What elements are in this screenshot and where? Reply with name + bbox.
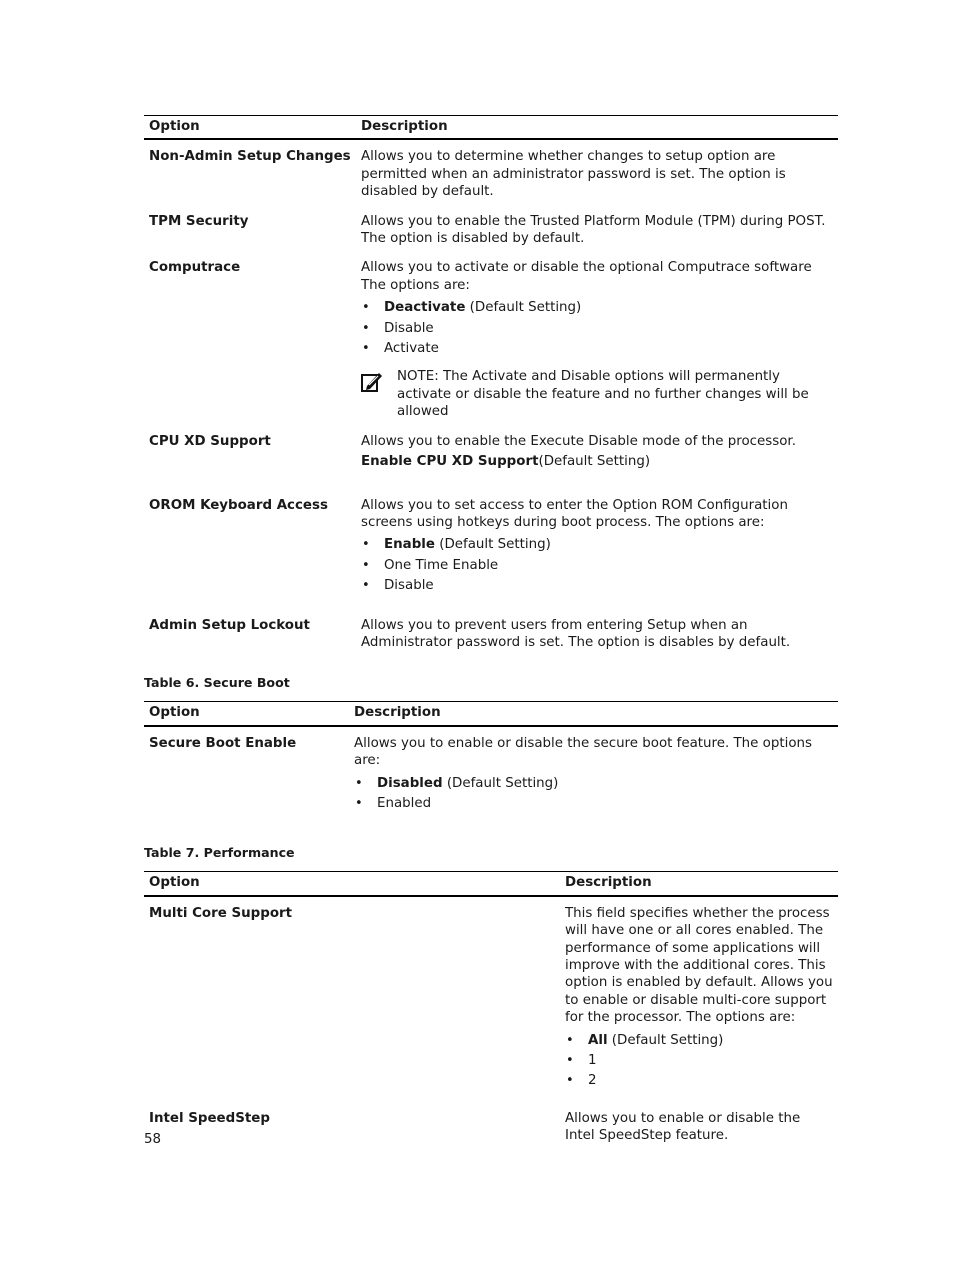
table-row xyxy=(144,205,838,252)
table-row xyxy=(144,1102,838,1149)
options-list xyxy=(565,1032,833,1090)
document-page xyxy=(144,115,838,1149)
list-item xyxy=(361,299,833,316)
option-name: Admin Setup Lockout xyxy=(149,617,310,633)
list-item-text: (Default Setting) xyxy=(607,1032,724,1048)
option-description xyxy=(356,425,838,489)
option-name: Non-Admin Setup Changes xyxy=(149,149,351,165)
list-item xyxy=(565,1032,833,1049)
options-list xyxy=(354,775,833,813)
table-caption: Table 7. Performance xyxy=(144,845,295,861)
list-item xyxy=(565,1072,833,1089)
option-name: TPM Security xyxy=(149,213,249,229)
table-row xyxy=(144,139,838,204)
list-item-text: (Default Setting) xyxy=(465,300,582,316)
options-list xyxy=(361,299,833,357)
list-item-text: 2 xyxy=(588,1073,597,1089)
option-description xyxy=(356,139,838,204)
list-item-text: Disable xyxy=(384,320,434,336)
list-item xyxy=(361,340,833,357)
default-text: (Default Setting) xyxy=(538,454,651,470)
option-description xyxy=(560,1102,838,1149)
description-text: Allows you to enable the Trusted Platform Module (TPM) during POST. The option is disabled by default. xyxy=(361,213,826,247)
option-description xyxy=(356,609,838,656)
table-row xyxy=(144,726,838,820)
description-text: Allows you to prevent users from entering Setup when an Administrator password is set. The option is disables by default. xyxy=(361,617,791,650)
header-description: Description xyxy=(349,702,838,726)
header-description: Description xyxy=(356,116,838,140)
default-option: Enable CPU XD Support xyxy=(361,454,539,470)
table-header-row xyxy=(144,702,838,726)
list-item xyxy=(565,1052,833,1069)
list-item-text: 1 xyxy=(588,1053,597,1069)
list-item xyxy=(354,795,833,812)
option-description xyxy=(356,489,838,609)
default-option: All xyxy=(588,1032,608,1048)
header-option: Option xyxy=(144,116,356,140)
list-item xyxy=(354,775,833,792)
option-name: CPU XD Support xyxy=(149,433,271,449)
option-description xyxy=(356,205,838,252)
option-description xyxy=(560,896,838,1102)
option-name: Secure Boot Enable xyxy=(149,735,297,751)
description-text: Allows you to enable or disable the Intel SpeedStep feature. xyxy=(565,1110,801,1144)
description-text: Allows you to enable the Execute Disable mode of the processor. xyxy=(361,433,796,449)
option-name: Multi Core Support xyxy=(149,905,293,921)
table-caption: Table 6. Secure Boot xyxy=(144,675,290,691)
table-row xyxy=(144,489,838,609)
performance-table xyxy=(144,871,838,1148)
header-option: Option xyxy=(144,872,560,896)
secure-boot-table xyxy=(144,701,838,819)
table-row xyxy=(144,896,838,1102)
option-name: OROM Keyboard Access xyxy=(149,497,328,513)
list-item-text: Disable xyxy=(384,578,434,594)
note-body: The Activate and Disable options will permanently activate or disable the feature and no further changes will be allowed xyxy=(397,369,809,420)
list-item xyxy=(361,557,833,574)
list-item-text: (Default Setting) xyxy=(434,537,551,553)
header-description: Description xyxy=(560,872,838,896)
list-item-text: One Time Enable xyxy=(384,557,499,573)
security-options-table xyxy=(144,115,838,655)
options-list xyxy=(361,536,833,594)
page-number: 58 xyxy=(144,1132,162,1147)
default-option: Disabled xyxy=(377,775,443,791)
list-item-text: Activate xyxy=(384,341,439,357)
default-option: Deactivate xyxy=(384,300,466,316)
list-item xyxy=(361,320,833,337)
option-description xyxy=(349,726,838,820)
table-row xyxy=(144,425,838,489)
description-text: Allows you to activate or disable the optional Computrace software The options are: xyxy=(361,260,812,293)
note-label: NOTE: xyxy=(397,369,439,385)
note-pencil-icon xyxy=(361,371,383,393)
list-item-text: (Default Setting) xyxy=(442,775,559,791)
list-item-text: Enabled xyxy=(377,795,432,811)
option-name: Computrace xyxy=(149,260,241,276)
note-text xyxy=(397,368,833,420)
option-name: Intel SpeedStep xyxy=(149,1110,270,1126)
description-text: Allows you to determine whether changes to setup option are permitted when an administrator password is set. The option is disabled by default. xyxy=(361,149,786,200)
description-text: Allows you to enable or disable the secure boot feature. The options are: xyxy=(354,735,812,769)
table-header-row xyxy=(144,116,838,140)
description-default xyxy=(361,453,833,470)
table-row xyxy=(144,609,838,656)
default-option: Enable xyxy=(384,537,435,553)
description-text: This field specifies whether the process will have one or all cores enabled. The performance of some applications will improve with the additional cores. This option is enabled by default. Allows you to enable or disable multi-core support for the processor. The options are: xyxy=(565,905,833,1026)
header-option: Option xyxy=(144,702,349,726)
description-text: Allows you to set access to enter the Option ROM Configuration screens using hotkeys during boot process. The options are: xyxy=(361,497,788,530)
option-description xyxy=(356,251,838,424)
note-box xyxy=(361,368,833,420)
table-header-row xyxy=(144,872,838,896)
list-item xyxy=(361,536,833,553)
table-row xyxy=(144,251,838,424)
list-item xyxy=(361,577,833,594)
